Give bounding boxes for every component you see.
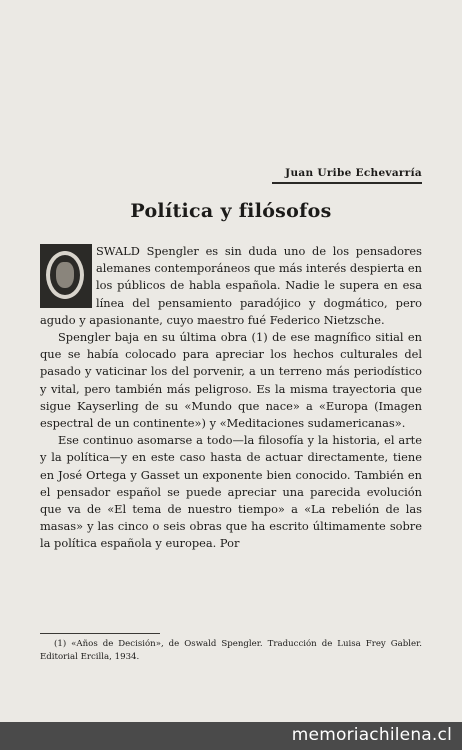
paragraph-1 bbox=[40, 243, 422, 329]
article-body bbox=[40, 243, 422, 553]
paragraph-1-text: SWALD Spengler es sin duda uno de los pensadores alemanes contemporáneos que más interés despierta en los públicos de habla española. Nadie le supera en esa línea del pensamiento paradójico y dogmático, pero agudo y apasionante, cuyo maestro fué Federico Nietzsche. bbox=[40, 244, 422, 327]
footnote-text: (1) «Años de Decisión», de Oswald Spengler. Traducción de Luisa Frey Gabler. Editorial Ercilla, 1934. bbox=[40, 639, 422, 662]
paragraph-3: Ese continuo asomarse a todo—la filosofía y la historia, el arte y la política—y en este caso hasta de actuar directamente, tiene en José Ortega y Gasset un exponente bien conocido. También en el pensador español se puede apreciar una parecida evolución que va de «El tema de nuestro tiempo» a «La rebelión de las masas» y las cinco o seis obras que ha escrito últimamente sobre la política española y europea. Por bbox=[40, 433, 422, 551]
author-name: Juan Uribe Echevarría bbox=[285, 167, 422, 179]
site-watermark: memoriachilena.cl bbox=[291, 725, 452, 745]
author-underline bbox=[272, 182, 422, 184]
paragraph-2: Spengler baja en su última obra (1) de ese magnífico sitial en que se había colocado para apreciar los hechos culturales del pasado y vaticinar los del porvenir, a un terreno más periodístico y vital, pero también más peligroso. Es la misma trayectoria que sigue Kayserling de su «Mundo que nace» a «Europa (Imagen espectral de un continente») y «Meditaciones sudamericanas». bbox=[40, 330, 422, 431]
decorative-initial bbox=[40, 244, 92, 308]
footnote bbox=[40, 638, 422, 663]
initial-portrait bbox=[56, 262, 74, 288]
footnote-divider bbox=[40, 633, 160, 634]
watermark-bar bbox=[0, 722, 462, 750]
article-title: Política y filósofos bbox=[130, 200, 332, 222]
